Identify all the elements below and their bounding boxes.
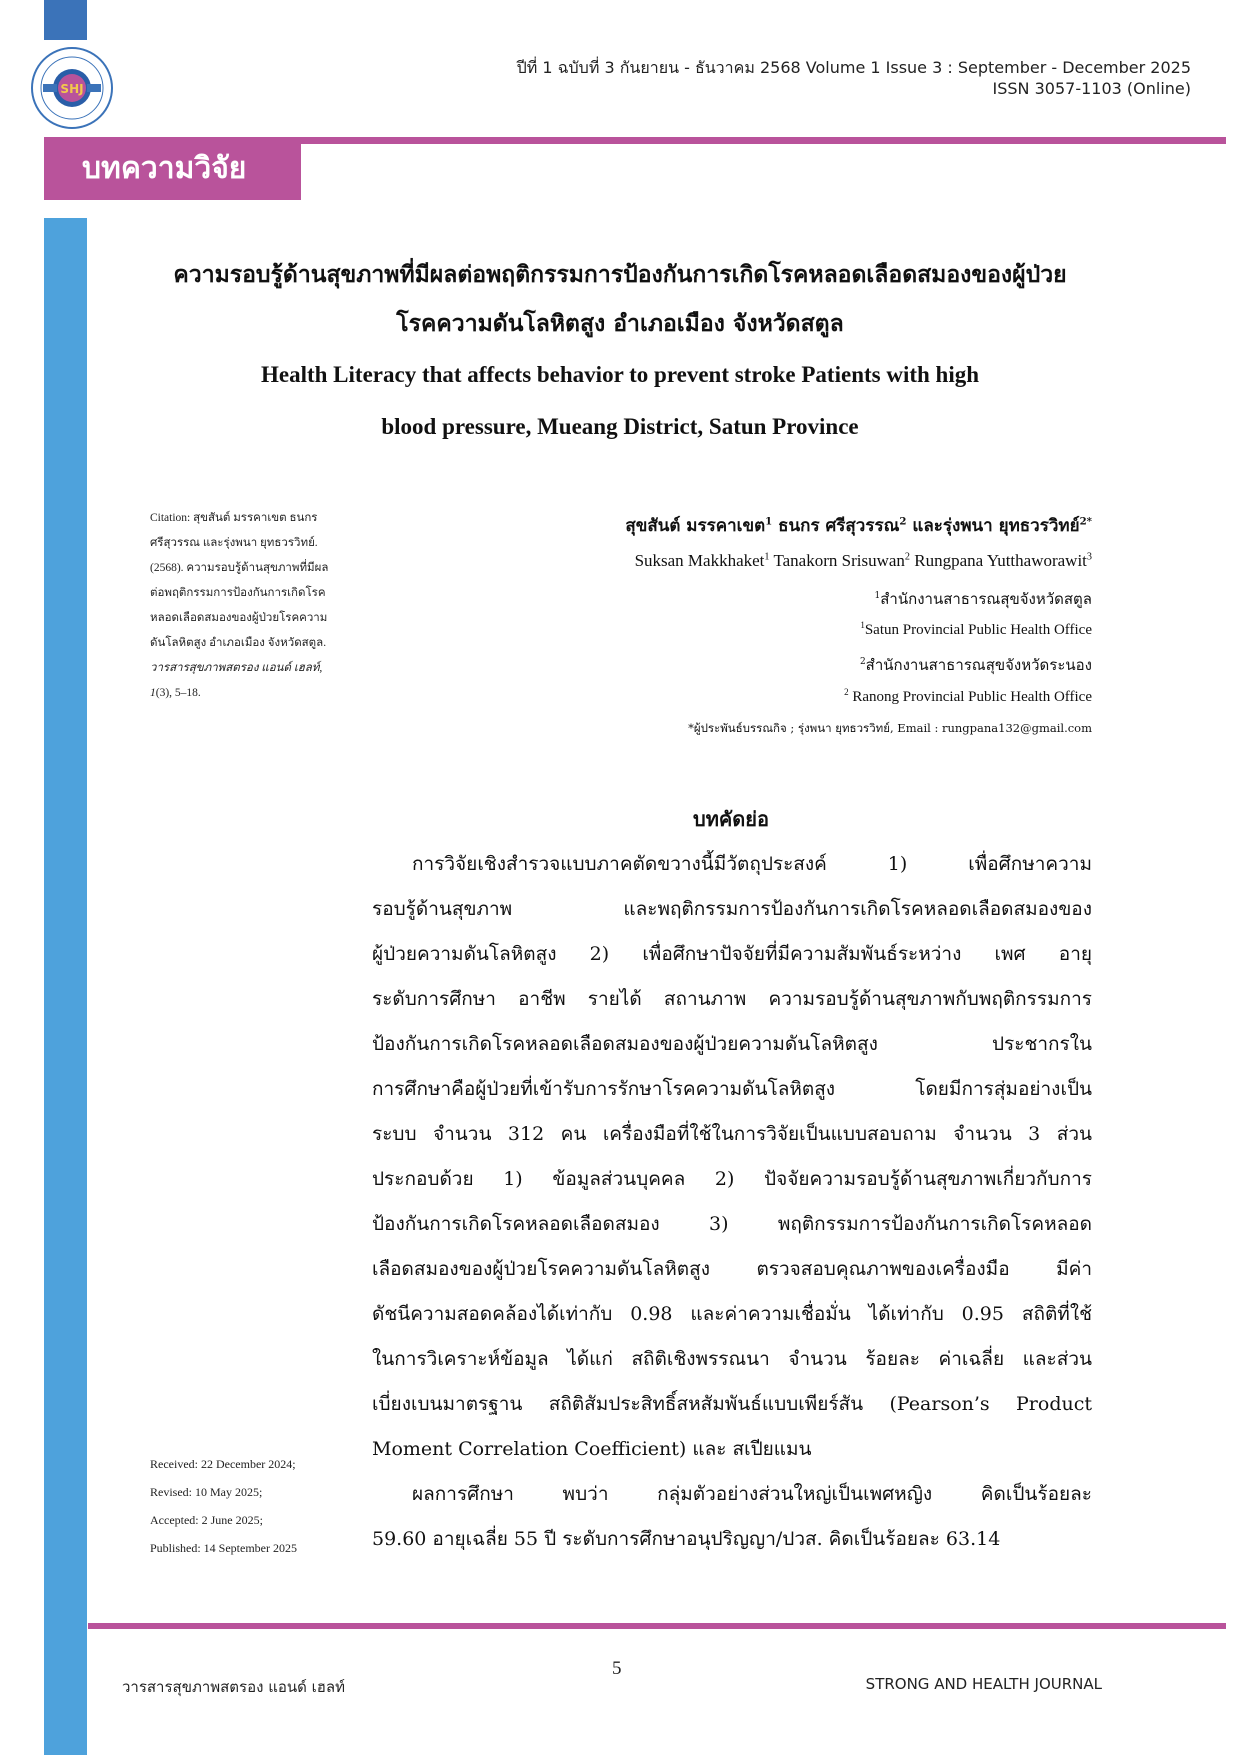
title-english-line-1: Health Literacy that affects behavior to prevent stroke Patients with high — [260, 362, 980, 387]
footer-journal-thai: วารสารสุขภาพสตรอง แอนด์ เฮลท์ — [122, 1678, 346, 1696]
author-1-en: Suksan Makkhaket — [634, 551, 765, 570]
affiliation-sup: 1 — [874, 591, 881, 601]
title-thai-line-1: ความรอบรู้ด้านสุขภาพที่มีผลต่อพฤติกรรมการป้องกันการเกิดโรคหลอดเลือดสมองของผู้ป่วย — [173, 261, 1067, 288]
citation-text: Citation: สุขสันต์ มรรคาเขต ธนกร ศรีสุวรรณ และรุ่งพนา ยุทธวรวิทย์. (2568). ความรอบรู้ด้านสุขภาพที่มีผลต่อพฤติกรรมการป้องกันการเกิดโรคหลอดเลือดสมองของผู้ป่วยโรคความดันโลหิตสูง อำเภอเมือง จังหวัดสตูล. — [150, 512, 329, 649]
revised-date: Revised: 10 May 2025; — [150, 1485, 263, 1499]
abstract-line: ในการวิเคราะห์ข้อมูล ได้แก่ สถิติเชิงพรรณนา จำนวน ร้อยละ ค่าเฉลี่ย และส่วน — [372, 1348, 1092, 1370]
abstract-line: 59.60 อายุเฉลี่ย 55 ปี ระดับการศึกษาอนุปริญญา/ปวส. คิดเป็นร้อยละ 63.14 — [372, 1528, 1001, 1550]
abstract-line: การศึกษาคือผู้ป่วยที่เข้ารับการรักษาโรคความดันโลหิตสูง โดยมีการสุ่มอย่างเป็น — [372, 1078, 1092, 1100]
issn-line: ISSN 3057-1103 (Online) — [992, 79, 1191, 98]
abstract-line: ผู้ป่วยความดันโลหิตสูง 2) เพื่อศึกษาปัจจัยที่มีความสัมพันธ์ระหว่าง เพศ อายุ — [372, 943, 1092, 965]
header-divider — [300, 137, 1226, 144]
affiliation-2-thai — [860, 653, 1092, 677]
authors-thai — [625, 512, 1092, 539]
author-3-en: Rungpana Yutthaworawit — [910, 551, 1087, 570]
abstract-line: Moment Correlation Coefficient) และ สเปียแมน — [372, 1438, 812, 1460]
author-2-th-sup: 2 — [899, 515, 907, 528]
abstract-line: เลือดสมองของผู้ป่วยโรคความดันโลหิตสูง ตรวจสอบคุณภาพของเครื่องมือ มีค่า — [372, 1258, 1092, 1280]
issue-line: ปีที่ 1 ฉบับที่ 3 กันยายน - ธันวาคม 2568 Volume 1 Issue 3 : September - December 2025 — [516, 58, 1191, 77]
citation-issue-pages: (3), 5–18. — [155, 687, 201, 699]
title-english-line-2: blood pressure, Mueang District, Satun Province — [381, 414, 859, 439]
abstract-line: การวิจัยเชิงสำรวจแบบภาคตัดขวางนี้มีวัตถุประสงค์ 1) เพื่อศึกษาความ — [412, 853, 1092, 875]
published-date: Published: 14 September 2025 — [150, 1541, 297, 1555]
author-1-en-sup: 1 — [764, 551, 770, 563]
footer-divider — [88, 1623, 1226, 1629]
author-2-en-sup: 2 — [904, 551, 911, 563]
abstract-line: ป้องกันการเกิดโรคหลอดเลือดสมองของผู้ป่วยความดันโลหิตสูง ประชากรใน — [372, 1033, 1092, 1055]
accepted-date: Accepted: 2 June 2025; — [150, 1513, 263, 1527]
corresponding-author: *ผู้ประพันธ์บรรณกิจ ; รุ่งพนา ยุทธวรวิทย์, Email : rungpana132@gmail.com — [688, 721, 1092, 735]
abstract-line: ระดับการศึกษา อาชีพ รายได้ สถานภาพ ความรอบรู้ด้านสุขภาพกับพฤติกรรมการ — [372, 988, 1092, 1010]
abstract-line: เบี่ยงเบนมาตรฐาน สถิติสัมประสิทธิ์สหสัมพันธ์แบบเพียร์สัน (Pearson’s Product — [372, 1393, 1092, 1415]
author-2-en: Tanakorn Srisuwan — [769, 551, 905, 570]
author-1-th: สุขสันต์ มรรคาเขต — [625, 516, 766, 536]
left-blue-bar — [44, 218, 87, 1755]
affiliation-1-english — [860, 622, 1092, 639]
title-thai-line-2: โรคความดันโลหิตสูง อำเภอเมือง จังหวัดสตูล — [396, 310, 844, 337]
affiliation-text: สำนักงานสาธารณสุขจังหวัดสตูล — [880, 590, 1092, 608]
footer-journal-english: STRONG AND HEALTH JOURNAL — [865, 1675, 1102, 1693]
abstract-heading: บทคัดย่อ — [693, 807, 769, 831]
affiliation-1-thai — [875, 587, 1092, 611]
affiliation-sup: 1 — [860, 620, 865, 630]
affiliation-2-english — [844, 689, 1092, 706]
author-2-th: ธนกร ศรีสุวรรณ — [772, 516, 900, 536]
abstract-line: ดัชนีความสอดคล้องได้เท่ากับ 0.98 และค่าความเชื่อมั่น ได้เท่ากับ 0.95 สถิติที่ใช้ — [372, 1303, 1092, 1325]
abstract-line: ผลการศึกษา พบว่า กลุ่มตัวอย่างส่วนใหญ่เป็นเพศหญิง คิดเป็นร้อยละ — [412, 1483, 1092, 1505]
journal-logo — [30, 46, 114, 130]
abstract-line: รอบรู้ด้านสุขภาพ และพฤติกรรมการป้องกันการเกิดโรคหลอดเลือดสมองของ — [372, 898, 1092, 920]
citation-journal: วารสารสุขภาพสตรอง แอนด์ เฮลท์, 1 — [150, 662, 323, 699]
logo-text: SHJ — [60, 82, 84, 96]
citation — [150, 506, 332, 706]
authors-english — [635, 551, 1092, 571]
abstract-line: ป้องกันการเกิดโรคหลอดเลือดสมอง 3) พฤติกรรมการป้องกันการเกิดโรคหลอด — [372, 1213, 1092, 1235]
page-number: 5 — [612, 1658, 622, 1679]
affiliation-text: Ranong Provincial Public Health Office — [848, 689, 1092, 705]
affiliation-text: สำนักงานสาธารณสุขจังหวัดระนอง — [865, 656, 1092, 674]
affiliation-text: Satun Provincial Public Health Office — [864, 622, 1092, 638]
author-3-th-sup: 2* — [1079, 515, 1092, 528]
affiliation-sup: 2 — [859, 657, 866, 667]
abstract-line: ระบบ จำนวน 312 คน เครื่องมือที่ใช้ในการวิจัยเป็นแบบสอบถาม จำนวน 3 ส่วน — [372, 1123, 1092, 1145]
affiliation-sup: 2 — [844, 687, 849, 697]
author-1-th-sup: 1 — [765, 515, 773, 528]
author-3-en-sup: 3 — [1086, 551, 1092, 563]
top-blue-block — [44, 0, 87, 40]
author-3-th: และรุ่งพนา ยุทธวรวิทย์ — [906, 516, 1080, 536]
abstract-line: ประกอบด้วย 1) ข้อมูลส่วนบุคคล 2) ปัจจัยความรอบรู้ด้านสุขภาพเกี่ยวกับการ — [372, 1168, 1092, 1190]
received-date: Received: 22 December 2024; — [150, 1457, 296, 1471]
section-tag: บทความวิจัย — [44, 137, 301, 200]
